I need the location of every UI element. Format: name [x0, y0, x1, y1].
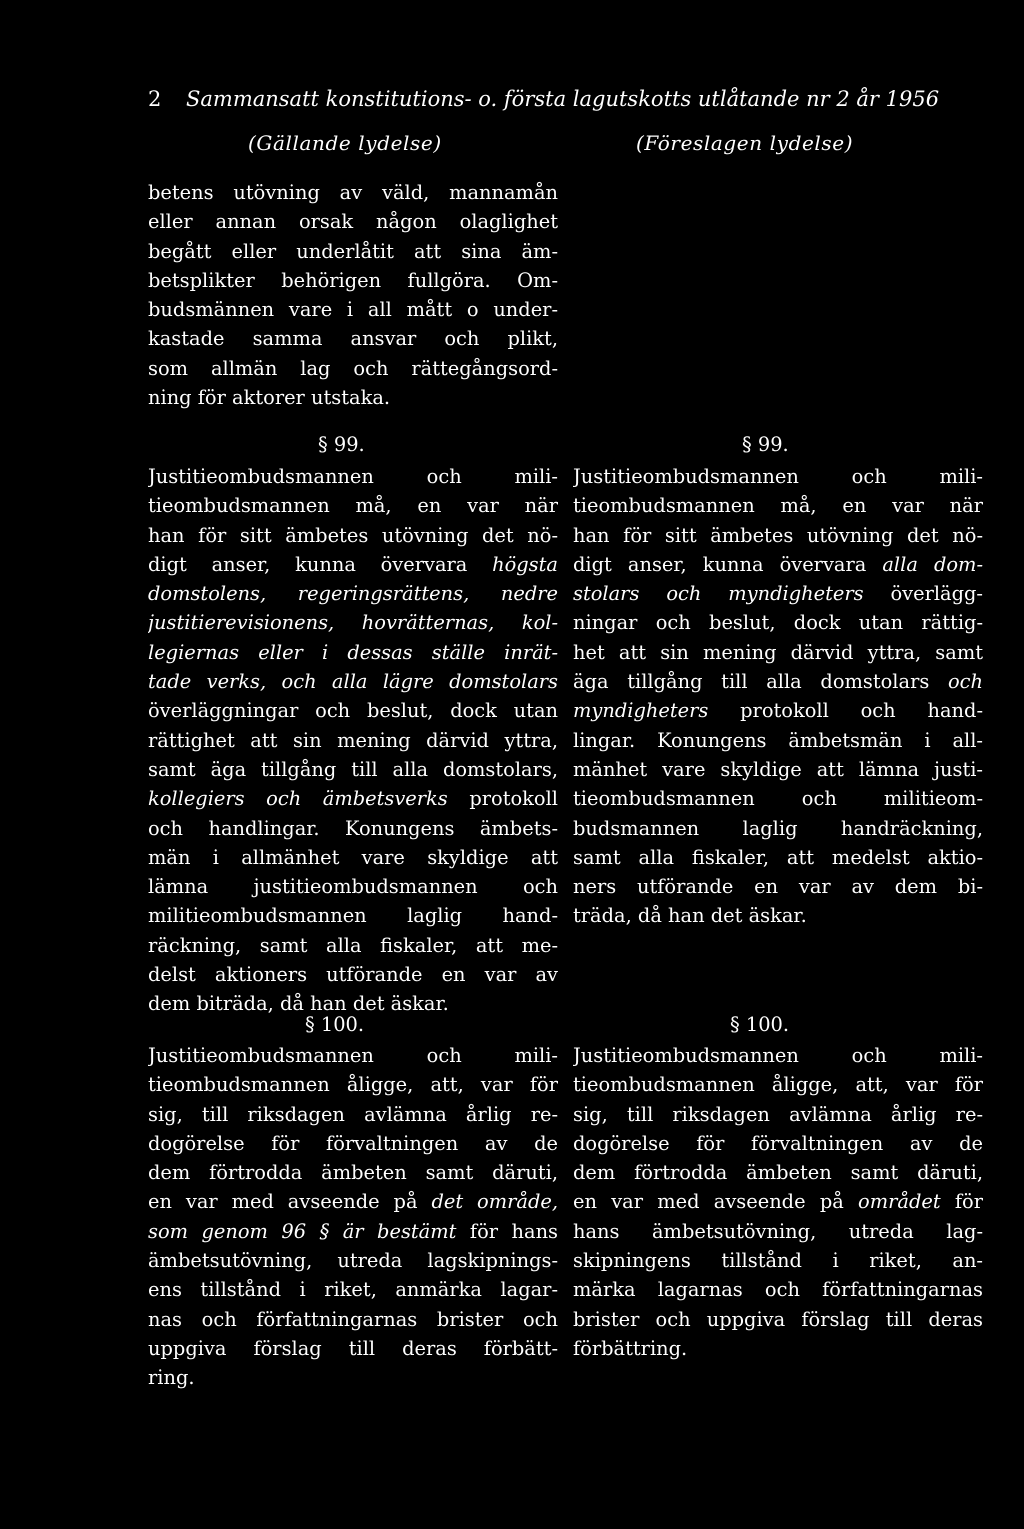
text-line	[573, 1129, 983, 1158]
continuation-paragraph	[148, 178, 558, 412]
roman-text: digt anser, kunna övervara	[148, 552, 493, 576]
text-line	[573, 901, 983, 930]
text-line	[573, 1275, 983, 1304]
text-line	[148, 1158, 558, 1187]
roman-text: sig, till riksdagen avlämna årlig re-	[148, 1102, 558, 1126]
roman-text: dem förtrodda ämbeten samt däruti,	[573, 1161, 983, 1185]
roman-text: budsmannen laglig handräckning,	[573, 816, 983, 840]
text-line	[573, 696, 983, 725]
italic-text: myndigheters	[573, 699, 709, 723]
roman-text: för	[940, 1190, 983, 1214]
roman-text: militieombudsmannen laglig hand-	[148, 904, 558, 928]
roman-text: tieombudsmannen och militieom-	[573, 787, 983, 811]
italic-text: det område,	[431, 1190, 558, 1214]
section-99-heading-proposed: § 99.	[742, 433, 789, 456]
text-line	[148, 1187, 558, 1216]
text-line	[148, 931, 558, 960]
text-line	[148, 755, 558, 784]
roman-text: nas och författningarnas brister och	[148, 1307, 558, 1331]
roman-text: Justitieombudsmannen och mili-	[573, 1044, 983, 1067]
text-line	[148, 521, 558, 550]
text-line	[148, 550, 558, 579]
text-line	[148, 726, 558, 755]
roman-text: protokoll och hand-	[708, 699, 983, 723]
roman-text: en var med avseende på	[148, 1190, 432, 1214]
italic-text: tade verks, och alla lägre domstolars	[148, 670, 558, 694]
text-line	[573, 1187, 983, 1216]
text-line	[148, 608, 558, 637]
roman-text: mänhet vare skyldige att lämna justi-	[573, 757, 983, 781]
column-heading-current: (Gällande lydelse)	[248, 131, 442, 155]
italic-text: stolars och myndigheters	[573, 582, 864, 606]
text-line	[148, 901, 558, 930]
section-99-heading-current: § 99.	[318, 433, 365, 456]
text-line	[148, 638, 558, 667]
roman-text: rättighet att sin mening därvid yttra,	[148, 728, 558, 752]
roman-text: överlägg-	[863, 582, 983, 606]
italic-text: som genom 96 § är bestämt	[148, 1219, 457, 1243]
text-line	[573, 579, 983, 608]
roman-text: ners utförande en var av dem bi-	[573, 875, 983, 899]
roman-text: lämna justitieombudsmannen och	[148, 875, 558, 899]
roman-text: räckning, samt alla fiskaler, att me-	[148, 933, 558, 957]
roman-text: tieombudsmannen åligge, att, var för	[573, 1073, 983, 1097]
roman-text: träda, då han det äskar.	[573, 904, 807, 928]
text-line	[573, 1158, 983, 1187]
italic-text: justitierevisionens, hovrätternas, kol-	[148, 611, 558, 635]
text-line	[573, 755, 983, 784]
roman-text: förbättring.	[573, 1336, 688, 1360]
text-line	[573, 608, 983, 637]
text-line	[573, 1334, 983, 1363]
roman-text: och handlingar. Konungens ämbets-	[148, 816, 558, 840]
running-header	[148, 84, 940, 114]
text-line	[148, 1070, 558, 1099]
text-line	[573, 491, 983, 520]
text-line	[573, 872, 983, 901]
roman-text: Justitieombudsmannen och mili-	[573, 465, 983, 488]
text-line	[573, 726, 983, 755]
roman-text: överläggningar och beslut, dock utan	[148, 699, 558, 723]
italic-text: och	[947, 670, 983, 694]
text-line	[148, 1100, 558, 1129]
section-100-heading-current: § 100.	[305, 1013, 365, 1036]
text-line	[573, 1070, 983, 1099]
roman-text: dem biträda, då han det äskar.	[148, 992, 449, 1016]
italic-text: området	[858, 1190, 941, 1214]
roman-text: protokoll	[447, 787, 558, 811]
roman-text: Justitieombudsmannen och mili-	[148, 465, 558, 488]
text-line	[148, 1305, 558, 1334]
text-line	[573, 784, 983, 813]
text-line	[573, 1305, 983, 1334]
text-line	[148, 1217, 558, 1246]
roman-text: för hans	[456, 1219, 558, 1243]
italic-text: domstolens, regeringsrättens, nedre	[148, 582, 558, 606]
roman-text: hans ämbetsutövning, utreda lag-	[573, 1219, 983, 1243]
roman-text: ring.	[148, 1366, 195, 1390]
roman-text: brister och uppgiva förslag till deras	[573, 1307, 983, 1331]
roman-text: en var med avseende på	[573, 1190, 859, 1214]
roman-text: ningar och beslut, dock utan rättig-	[573, 611, 983, 635]
roman-text: lingar. Konungens ämbetsmän i all-	[573, 728, 983, 752]
text-line	[573, 521, 983, 550]
running-title: Sammansatt konstitutions- o. första lagutskotts utlåtande nr 2 år 1956	[186, 87, 940, 111]
text-line: budsmännen vare i all mått o under-	[148, 298, 558, 322]
text-line	[573, 1100, 983, 1129]
text-line	[148, 814, 558, 843]
text-line	[148, 1246, 558, 1275]
text-line: betsplikter behörigen fullgöra. Om-	[148, 268, 558, 292]
roman-text: tieombudsmannen må, en var när	[148, 494, 558, 518]
text-line: begått eller underlåtit att sina äm-	[148, 239, 558, 263]
text-line	[573, 638, 983, 667]
text-line	[148, 462, 558, 491]
roman-text: delst aktioners utförande en var av	[148, 963, 558, 987]
italic-text: högsta	[492, 552, 558, 576]
text-line: betens utövning av väld, mannamån	[148, 181, 558, 204]
roman-text: sig, till riksdagen avlämna årlig re-	[573, 1102, 983, 1126]
roman-text: äga tillgång till alla domstolars	[573, 670, 948, 694]
text-line	[148, 1129, 558, 1158]
roman-text: dogörelse för förvaltningen av de	[148, 1131, 558, 1155]
text-line	[573, 1217, 983, 1246]
page-number: 2	[148, 87, 162, 111]
text-line: som allmän lag och rättegångsord-	[148, 356, 558, 380]
section-100-current-text	[148, 1041, 558, 1393]
section-99-current-text	[148, 462, 558, 1019]
italic-text: alla dom-	[882, 552, 983, 576]
section-99-proposed-text	[573, 462, 983, 931]
text-line: eller annan orsak någon olaglighet	[148, 210, 558, 234]
text-line	[573, 843, 983, 872]
text-line	[148, 667, 558, 696]
text-line	[148, 843, 558, 872]
roman-text: uppgiva förslag till deras förbätt-	[148, 1336, 558, 1360]
roman-text: tieombudsmannen må, en var när	[573, 494, 983, 518]
text-line	[573, 1246, 983, 1275]
text-line	[573, 1041, 983, 1070]
text-line: kastade samma ansvar och plikt,	[148, 327, 558, 351]
text-line	[148, 784, 558, 813]
text-line	[148, 960, 558, 989]
roman-text: ens tillstånd i riket, anmärka lagar-	[148, 1278, 558, 1302]
roman-text: skipningens tillstånd i riket, an-	[573, 1249, 983, 1273]
roman-text: samt äga tillgång till alla domstolars,	[148, 757, 558, 781]
text-line	[148, 491, 558, 520]
section-100-proposed-text	[573, 1041, 983, 1363]
roman-text: dem förtrodda ämbeten samt däruti,	[148, 1161, 558, 1185]
section-100-heading-proposed: § 100.	[730, 1013, 790, 1036]
roman-text: han för sitt ämbetes utövning det nö-	[573, 523, 983, 547]
text-line	[573, 550, 983, 579]
text-line	[148, 579, 558, 608]
roman-text: han för sitt ämbetes utövning det nö-	[148, 523, 558, 547]
roman-text: märka lagarnas och författningarnas	[573, 1278, 983, 1302]
italic-text: kollegiers och ämbetsverks	[148, 787, 448, 811]
italic-text: legiernas eller i dessas ställe inrät-	[148, 640, 558, 664]
text-line: ning för aktorer utstaka.	[148, 386, 391, 410]
roman-text: het att sin mening därvid yttra, samt	[573, 640, 983, 664]
text-line	[148, 1334, 558, 1363]
roman-text: digt anser, kunna övervara	[573, 552, 883, 576]
text-line	[148, 696, 558, 725]
text-line	[148, 1041, 558, 1070]
roman-text: samt alla fiskaler, att medelst aktio-	[573, 845, 983, 869]
roman-text: män i allmänhet vare skyldige att	[148, 845, 558, 869]
roman-text: Justitieombudsmannen och mili-	[148, 1044, 558, 1067]
text-line	[148, 872, 558, 901]
text-line	[148, 1275, 558, 1304]
text-line	[573, 814, 983, 843]
text-line	[148, 1363, 558, 1392]
column-heading-proposed: (Föreslagen lydelse)	[636, 131, 854, 155]
roman-text: ämbetsutövning, utreda lagskipnings-	[148, 1249, 558, 1273]
roman-text: dogörelse för förvaltningen av de	[573, 1131, 983, 1155]
text-line	[573, 462, 983, 491]
roman-text: tieombudsmannen åligge, att, var för	[148, 1073, 558, 1097]
text-line	[573, 667, 983, 696]
